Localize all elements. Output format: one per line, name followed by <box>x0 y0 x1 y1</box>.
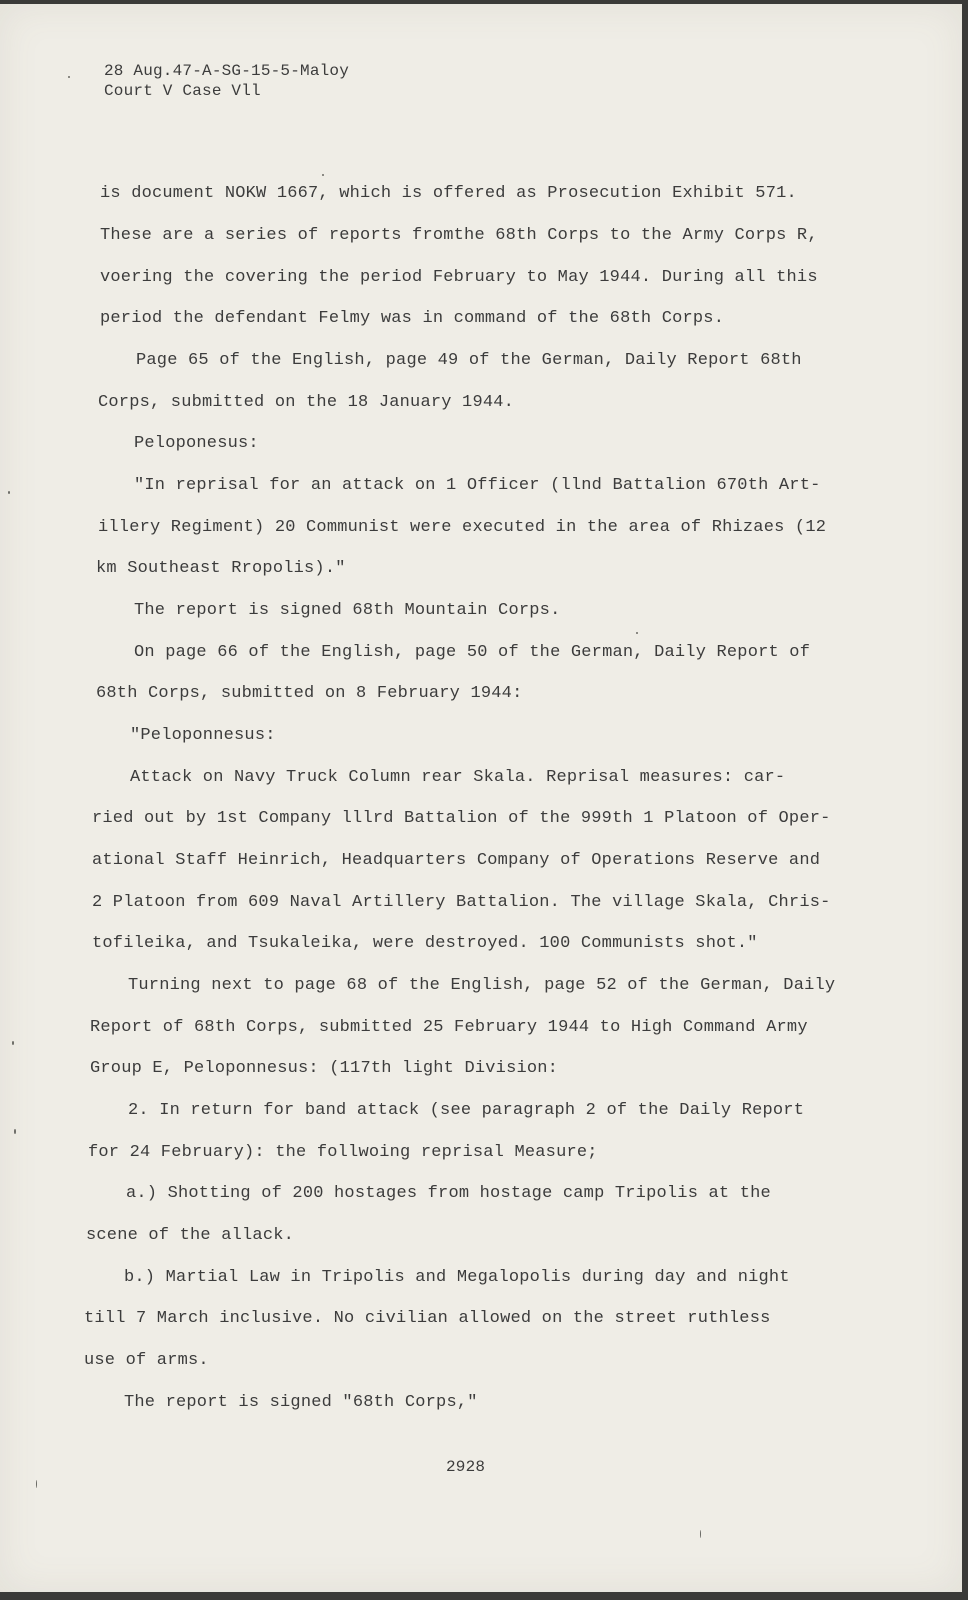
paper-speck <box>12 1041 14 1045</box>
paper-speck <box>68 76 70 78</box>
header-reference: 28 Aug.47-A-SG-15-5-Maloy <box>104 62 350 80</box>
text-line: tofileika, and Tsukaleika, were destroyed. 100 Communists shot." <box>92 934 758 953</box>
text-line: Turning next to page 68 of the English, page 52 of the German, Daily <box>128 976 836 995</box>
text-line: till 7 March inclusive. No civilian allowed on the street ruthless <box>84 1309 771 1328</box>
text-line: scene of the allack. <box>86 1226 295 1245</box>
text-line: km Southeast Rropolis)." <box>96 559 346 578</box>
text-line: On page 66 of the English, page 50 of the German, Daily Report of <box>134 643 811 662</box>
section-heading: Peloponesus: <box>134 434 259 453</box>
text-line: 2. In return for band attack (see paragraph 2 of the Daily Report <box>128 1101 805 1120</box>
paper-speck <box>8 491 10 494</box>
text-line: 68th Corps, submitted on 8 February 1944: <box>96 684 523 703</box>
text-line: b.) Martial Law in Tripolis and Megalopolis during day and night <box>124 1268 790 1287</box>
section-heading: "Peloponnesus: <box>130 726 276 745</box>
text-line: illery Regiment) 20 Communist were executed in the area of Rhizaes (12 <box>98 518 827 537</box>
paper-speck <box>36 1480 37 1488</box>
text-line: Corps, submitted on the 18 January 1944. <box>98 393 515 412</box>
text-line: These are a series of reports fromthe 68th Corps to the Army Corps R, <box>100 226 818 245</box>
text-line: voering the covering the period February to May 1944. During all this <box>100 268 818 287</box>
text-line: 2 Platoon from 609 Naval Artillery Battalion. The village Skala, Chris- <box>92 893 831 912</box>
paper-speck <box>636 632 638 634</box>
document-page <box>0 4 962 1592</box>
paper-speck <box>322 174 324 176</box>
text-line: a.) Shotting of 200 hostages from hostage camp Tripolis at the <box>126 1184 771 1203</box>
text-line: for 24 February): the follwoing reprisal Measure; <box>88 1143 598 1162</box>
text-line: period the defendant Felmy was in command of the 68th Corps. <box>100 309 725 328</box>
text-line: is document NOKW 1667, which is offered as Prosecution Exhibit 571. <box>100 184 797 203</box>
text-line: Group E, Peloponnesus: (117th light Division: <box>90 1059 559 1078</box>
page-number: 2928 <box>446 1458 486 1476</box>
text-line: use of arms. <box>84 1351 209 1370</box>
text-line: The report is signed "68th Corps," <box>124 1393 478 1412</box>
text-line: ried out by 1st Company lllrd Battalion of the 999th 1 Platoon of Oper- <box>92 809 831 828</box>
text-line: Page 65 of the English, page 49 of the German, Daily Report 68th <box>136 351 802 370</box>
header-court-case: Court V Case Vll <box>104 82 261 100</box>
text-line: Attack on Navy Truck Column rear Skala. Reprisal measures: car- <box>130 768 786 787</box>
text-line: "In reprisal for an attack on 1 Officer (llnd Battalion 670th Art- <box>134 476 821 495</box>
text-line: Report of 68th Corps, submitted 25 February 1944 to High Command Army <box>90 1018 808 1037</box>
text-line: ational Staff Heinrich, Headquarters Company of Operations Reserve and <box>92 851 821 870</box>
paper-speck <box>700 1530 701 1538</box>
text-line: The report is signed 68th Mountain Corps. <box>134 601 561 620</box>
paper-speck <box>14 1129 16 1134</box>
